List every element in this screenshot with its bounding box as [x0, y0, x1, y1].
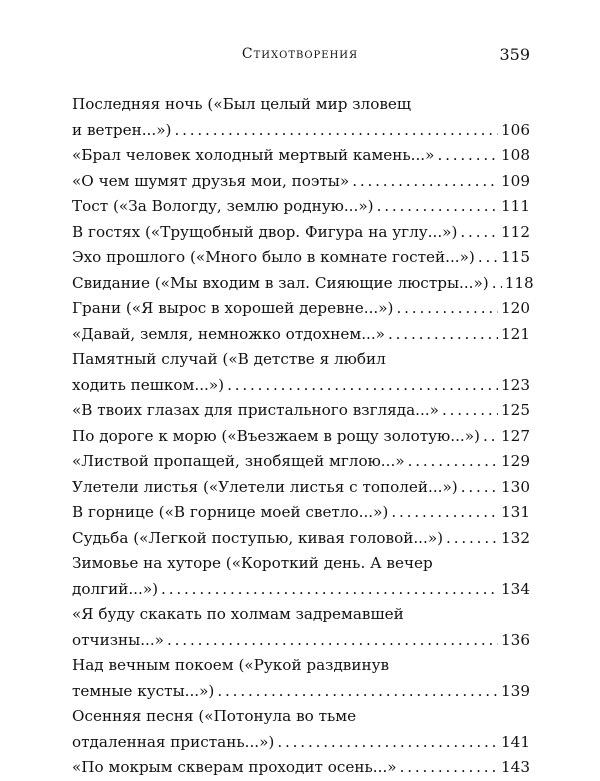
toc-entry-line [72, 424, 530, 450]
toc-entry-page: 120 [501, 299, 530, 317]
toc-entry-title: отдаленная пристань...») [72, 732, 275, 751]
dot-leader [227, 373, 498, 399]
toc-entry-title: Эхо прошлого («Много было в комнате гостей...») [72, 248, 475, 266]
toc-entry-title: «Давай, земля, немножко отдохнем...» [72, 324, 385, 343]
toc-entry-title: Судьба («Легкой поступью, кивая головой...») [72, 528, 444, 547]
toc-entry-page: 115 [501, 248, 530, 266]
dot-leader [461, 475, 498, 501]
toc-entry-line [72, 220, 530, 246]
toc-entry-page: 109 [501, 171, 530, 190]
section-title: Стихотворения [241, 46, 359, 62]
toc-entry-title: «О чем шумят друзья мои, поэты» [72, 171, 350, 190]
toc-entry-title: долгий...») [72, 579, 159, 598]
toc-entry [72, 322, 530, 348]
toc-entry-line [72, 92, 530, 118]
toc-entry-line [72, 322, 530, 348]
toc-entry [72, 424, 530, 450]
toc-entry [72, 526, 530, 552]
toc-entry-title: «Листвой пропащей, знобящей мглою...» [72, 452, 405, 470]
toc-entry-title: «Брал человек холодный мертвый камень...» [72, 146, 435, 164]
toc-entry [72, 398, 530, 424]
toc-entry-line [72, 551, 530, 577]
toc-entry-page: 121 [501, 324, 530, 343]
toc-entry [72, 475, 530, 501]
toc-entry-page: 143 [501, 758, 530, 776]
dot-leader [161, 577, 498, 603]
toc-entry [72, 449, 530, 475]
toc-entry-line [72, 755, 530, 781]
toc-entry-page: 106 [501, 120, 530, 139]
toc-entry-page: 112 [501, 222, 530, 241]
toc-entry-title: Памятный случай («В детстве я любил [72, 350, 386, 368]
toc-entry [72, 143, 530, 169]
toc-entry-line [72, 169, 530, 195]
toc-entry-page: 123 [501, 375, 530, 394]
toc-entry-page: 129 [501, 452, 530, 470]
toc-entry-line [72, 245, 530, 271]
toc-entry-title: темные кусты...») [72, 681, 215, 700]
toc-entry [72, 602, 530, 653]
dot-leader [167, 628, 498, 654]
page-number: 359 [499, 45, 530, 64]
toc-entry-line [72, 271, 534, 297]
toc-entry-line [72, 373, 530, 399]
toc-entry [72, 704, 530, 755]
toc-entry [72, 271, 534, 297]
toc-entry-title: и ветрен...») [72, 120, 172, 139]
toc-entry-line [72, 577, 530, 603]
dot-leader [396, 296, 498, 322]
toc-entry [72, 653, 530, 704]
dot-leader [446, 526, 498, 552]
dot-leader [478, 245, 498, 271]
toc-entry-page: 130 [501, 477, 530, 496]
toc-entry-title: Улетели листья («Улетели листья с тополей...») [72, 477, 458, 496]
table-of-contents [72, 92, 534, 781]
toc-entry-title: По дороге к морю («Въезжаем в рощу золотую...») [72, 426, 480, 445]
dot-leader [400, 755, 498, 781]
toc-entry-page: 141 [501, 732, 530, 751]
toc-entry-page: 134 [501, 579, 530, 598]
toc-entry-line [72, 118, 530, 144]
toc-entry-page: 125 [501, 401, 530, 419]
toc-entry [72, 92, 530, 143]
toc-entry-title: «По мокрым скверам проходит осень...» [72, 758, 397, 776]
toc-entry [72, 169, 530, 195]
toc-entry-line [72, 500, 530, 526]
running-header [70, 46, 530, 66]
toc-entry [72, 220, 530, 246]
toc-entry-line [72, 194, 530, 220]
toc-entry [72, 296, 530, 322]
toc-entry [72, 500, 530, 526]
dot-leader [483, 424, 498, 450]
toc-entry-line [72, 347, 530, 373]
toc-entry-title: Последняя ночь («Был целый мир зловещ [72, 95, 411, 113]
toc-entry-line [72, 679, 530, 705]
toc-entry [72, 755, 530, 781]
toc-entry-line [72, 526, 530, 552]
toc-entry-title: Свидание («Мы входим в зал. Сияющие люстры...») [72, 273, 489, 292]
toc-entry-page: 111 [501, 197, 530, 215]
dot-leader [408, 449, 498, 475]
dot-leader [377, 194, 498, 220]
toc-entry-title: Зимовье на хуторе («Короткий день. А вечер [72, 554, 433, 572]
toc-entry-line [72, 296, 530, 322]
toc-entry-title: Осенняя песня («Потонула во тьме [72, 707, 357, 725]
dot-leader [388, 322, 498, 348]
toc-entry-title: «В твоих глазах для пристального взгляда...» [72, 401, 439, 419]
toc-entry-line [72, 653, 530, 679]
dot-leader [460, 220, 498, 246]
toc-entry-line [72, 704, 530, 730]
toc-entry-page: 127 [501, 426, 530, 445]
toc-entry-title: отчизны...» [72, 630, 164, 649]
toc-entry-page: 132 [501, 528, 530, 547]
toc-entry-page: 131 [501, 503, 530, 521]
toc-entry-page: 139 [501, 681, 530, 700]
toc-entry-line [72, 143, 530, 169]
toc-entry-page: 118 [504, 273, 534, 292]
toc-entry [72, 347, 530, 398]
toc-entry-title: Тост («За Вологду, землю родную...») [72, 197, 374, 215]
toc-entry-title: Над вечным покоем («Рукой раздвинув [72, 656, 390, 674]
toc-entry-title: Грани («Я вырос в хорошей деревне...») [72, 299, 394, 317]
dot-leader [352, 169, 498, 195]
toc-entry-page: 108 [501, 146, 530, 164]
dot-leader [492, 271, 502, 297]
toc-entry [72, 194, 530, 220]
dot-leader [442, 398, 498, 424]
toc-entry-line [72, 628, 530, 654]
toc-entry-title: В горнице («В горнице моей светло...») [72, 503, 389, 521]
toc-entry [72, 245, 530, 271]
toc-entry-title: «Я буду скакать по холмам задремавшей [72, 605, 404, 623]
toc-entry-line [72, 398, 530, 424]
dot-leader [277, 730, 498, 756]
dot-leader [217, 679, 498, 705]
dot-leader [174, 118, 498, 144]
toc-entry-line [72, 602, 530, 628]
toc-entry-title: В гостях («Трущобный двор. Фигура на углу...») [72, 222, 458, 241]
dot-leader [437, 143, 498, 169]
dot-leader [391, 500, 498, 526]
toc-entry [72, 551, 530, 602]
toc-entry-line [72, 475, 530, 501]
toc-entry-line [72, 730, 530, 756]
toc-entry-title: ходить пешком...») [72, 375, 225, 394]
toc-entry-line [72, 449, 530, 475]
toc-entry-page: 136 [501, 630, 530, 649]
